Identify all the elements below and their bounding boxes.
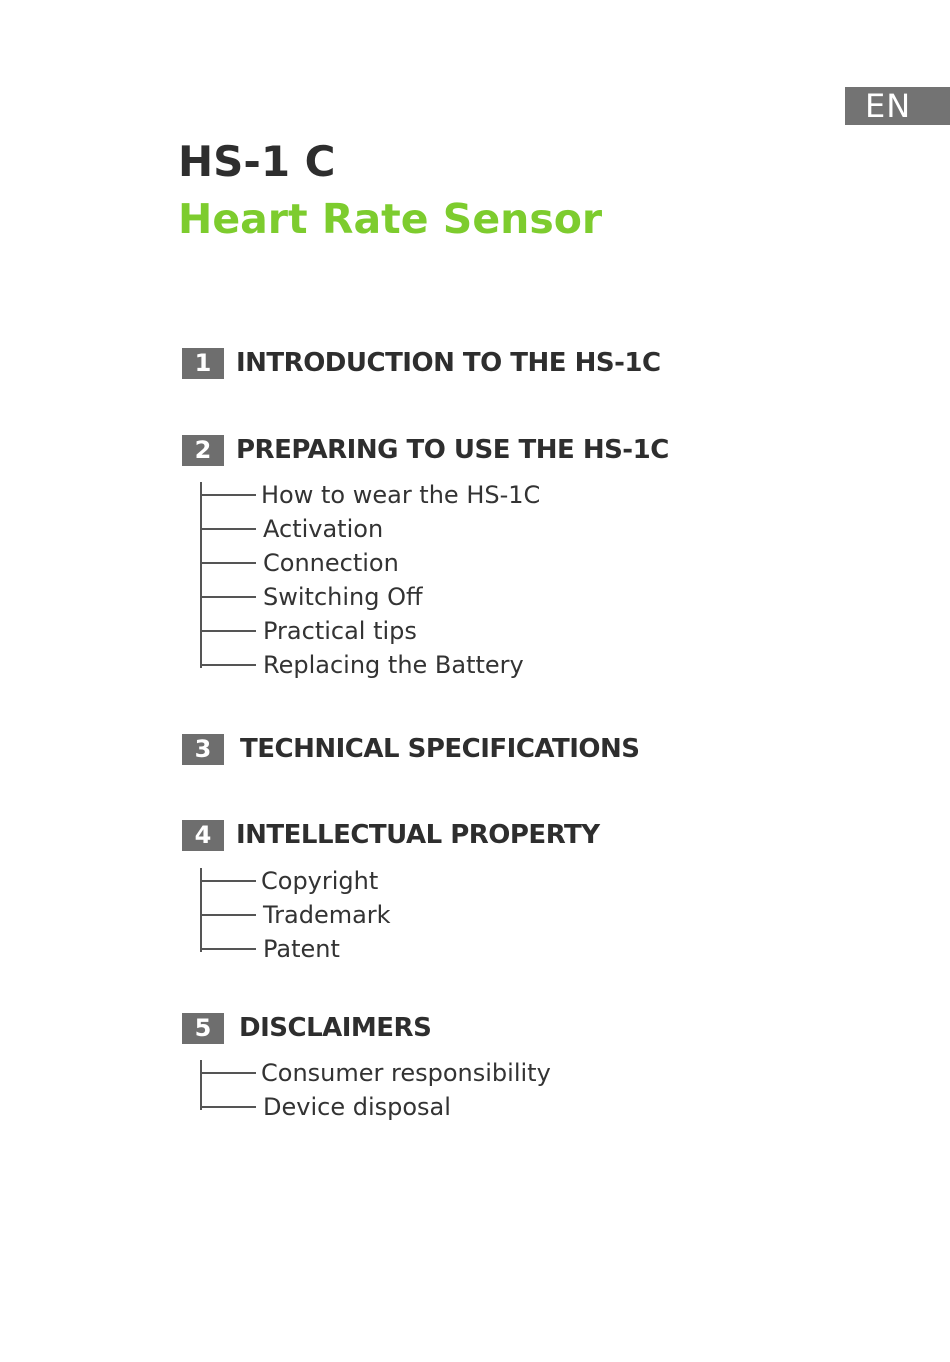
toc-subitem-label: Device disposal [263,1093,451,1121]
toc-subitem-label: Patent [263,935,340,963]
tree-branch-line [200,948,256,950]
section-number-badge: 2 [182,435,224,466]
section-title: INTRODUCTION TO THE HS-1C [236,348,661,378]
tree-branch-line [200,914,256,916]
tree-branch-line [200,880,256,882]
tree-branch-line [200,596,256,598]
section-title: TECHNICAL SPECIFICATIONS [240,734,640,764]
section-title: DISCLAIMERS [239,1013,432,1043]
tree-branch-line [200,1072,256,1074]
product-code-title: HS-1 C [178,137,336,186]
toc-subitem-label: Activation [263,515,384,543]
toc-subitem-label: Practical tips [263,617,417,645]
toc-subitem[interactable] [200,580,800,614]
toc-subitem[interactable] [200,478,800,512]
tree-branch-line [200,528,256,530]
language-tab[interactable]: EN [845,87,950,125]
section-title: INTELLECTUAL PROPERTY [236,820,600,850]
toc-subitem-label: Copyright [261,867,379,895]
section-number-badge: 1 [182,348,224,379]
toc-subitem-label: Replacing the Battery [263,651,524,679]
section-number-badge: 4 [182,820,224,851]
tree-branch-line [200,1106,256,1108]
toc-subitem-label: How to wear the HS-1C [261,481,541,509]
tree-branch-line [200,630,256,632]
section-number-badge: 3 [182,734,224,765]
product-name-subtitle: Heart Rate Sensor [178,195,603,243]
tree-branch-line [200,494,256,496]
tree-branch-line [200,664,256,666]
toc-subitem[interactable] [200,546,800,580]
section-number-badge: 5 [182,1013,224,1044]
toc-subitem-label: Switching Off [263,583,423,611]
toc-subitem[interactable] [200,1090,800,1124]
toc-subitem[interactable] [200,898,800,932]
toc-subitem-label: Consumer responsibility [261,1059,551,1087]
toc-subitem[interactable] [200,614,800,648]
toc-subitem[interactable] [200,512,800,546]
section-title: PREPARING TO USE THE HS-1C [236,435,669,465]
toc-subitem[interactable] [200,932,800,966]
toc-subitem-label: Connection [263,549,399,577]
toc-subitem-label: Trademark [263,901,391,929]
tree-branch-line [200,562,256,564]
toc-subitem[interactable] [200,864,800,898]
toc-subitem[interactable] [200,648,800,682]
toc-subitem[interactable] [200,1056,800,1090]
